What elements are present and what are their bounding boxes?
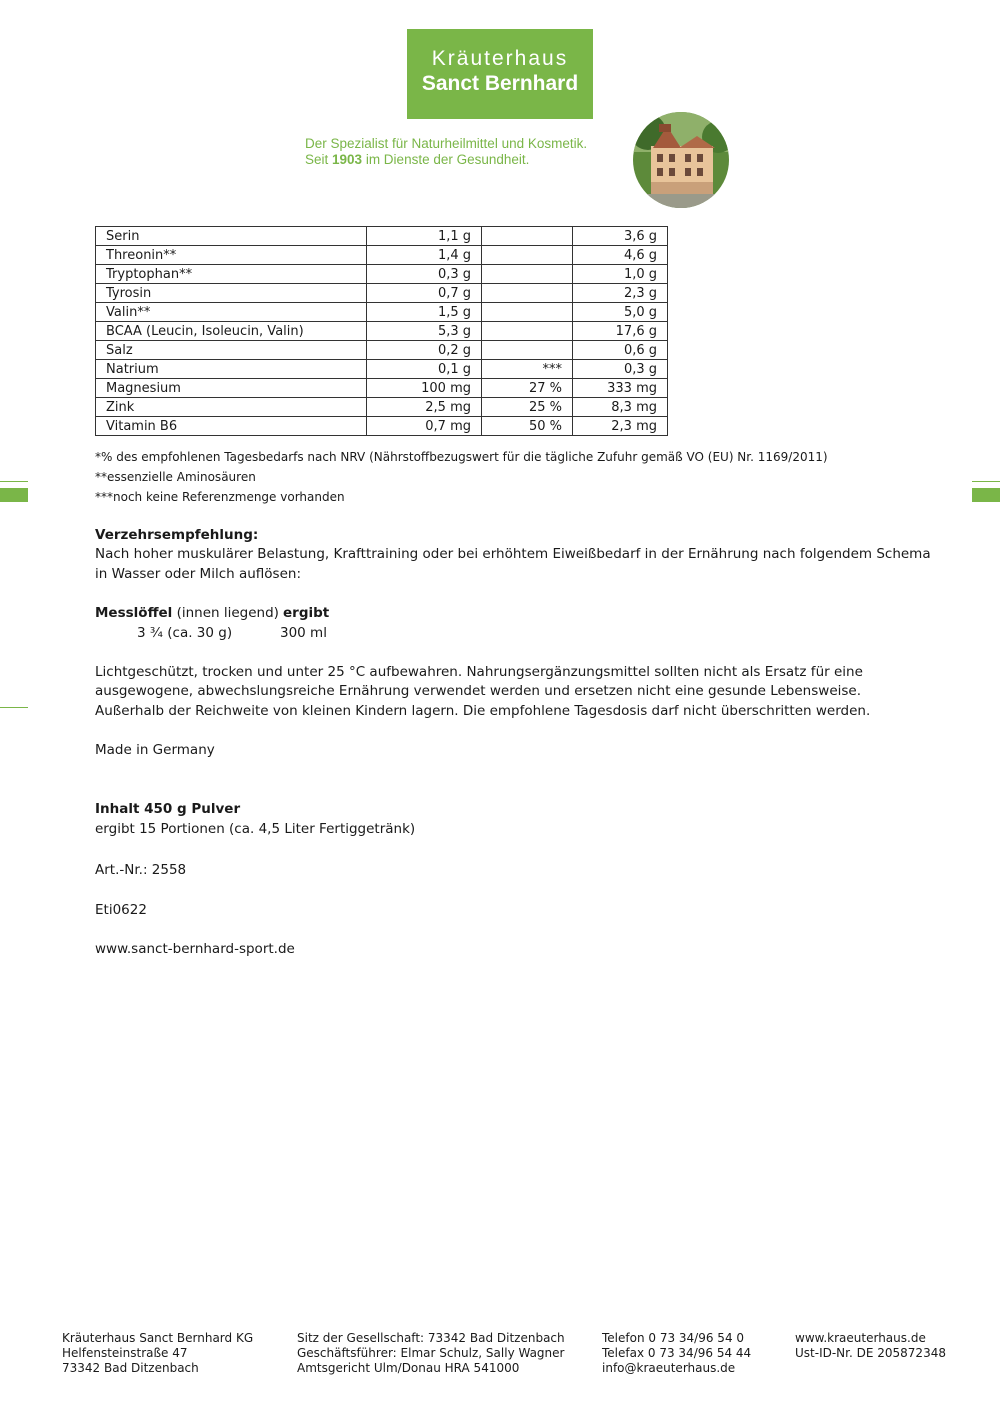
footer-legal	[297, 1331, 565, 1376]
table-cell: 1,5 g	[367, 303, 482, 322]
table-cell: 1,1 g	[367, 227, 482, 246]
table-cell: BCAA (Leucin, Isoleucin, Valin)	[96, 322, 367, 341]
table-cell: 100 mg	[367, 379, 482, 398]
table-cell: 17,6 g	[573, 322, 668, 341]
footnote-no-reference: ***noch keine Referenzmenge vorhanden	[95, 490, 345, 504]
table-cell: Threonin**	[96, 246, 367, 265]
table-row	[96, 265, 668, 284]
footer-managers: Geschäftsführer: Elmar Schulz, Sally Wagner	[297, 1346, 565, 1360]
table-cell: 3,6 g	[573, 227, 668, 246]
table-cell: 50 %	[482, 417, 573, 436]
footnote-essential: **essenzielle Aminosäuren	[95, 470, 256, 484]
table-row	[96, 341, 668, 360]
side-mark-right	[972, 488, 1000, 502]
logo-line-1: Kräuterhaus	[431, 47, 569, 70]
table-cell	[482, 303, 573, 322]
footer-email[interactable]: info@kraeuterhaus.de	[602, 1361, 736, 1375]
dosage-result-header: ergibt	[283, 605, 330, 621]
table-cell: ***	[482, 360, 573, 379]
storage-line-3: Außerhalb der Reichweite von kleinen Kindern lagern. Die empfohlene Tagesdosis darf nicht überschritten werden.	[95, 703, 871, 719]
usage-line-2: in Wasser oder Milch auflösen:	[95, 566, 302, 582]
tagline-line-1: Der Spezialist für Naturheilmittel und Kosmetik.	[305, 136, 588, 151]
table-row	[96, 417, 668, 436]
tagline-line-2: Seit 1903 im Dienste der Gesundheit.	[305, 152, 530, 167]
table-row	[96, 246, 668, 265]
eti-code: Eti0622	[95, 902, 147, 918]
table-cell: Vitamin B6	[96, 417, 367, 436]
table-cell	[482, 322, 573, 341]
footnote-nrv: *% des empfohlenen Tagesbedarfs nach NRV (Nährstoffbezugswert für die tägliche Zufuhr gemäß VO (EU) Nr. 1169/2011)	[95, 450, 828, 464]
nutrition-table	[95, 226, 668, 436]
content-portions: ergibt 15 Portionen (ca. 4,5 Liter Fertiggetränk)	[95, 821, 416, 837]
table-row	[96, 398, 668, 417]
footer-fax: Telefax 0 73 34/96 54 44	[602, 1346, 752, 1360]
footer-vat-id: Ust-ID-Nr. DE 205872348	[795, 1346, 946, 1360]
table-row	[96, 284, 668, 303]
table-cell	[482, 227, 573, 246]
table-cell: Valin**	[96, 303, 367, 322]
logo-line-2: Sanct Bernhard	[421, 72, 579, 95]
dosage-scoops: 3 ¾ (ca. 30 g)	[137, 625, 233, 641]
fold-mark-left	[0, 707, 28, 708]
footer-city: 73342 Bad Ditzenbach	[62, 1361, 199, 1375]
table-cell: Natrium	[96, 360, 367, 379]
storage-line-2: ausgewogene, abwechslungsreiche Ernährung verwendet werden und ersetzen nicht eine gesunde Lebensweise.	[95, 683, 861, 699]
footer-company	[62, 1331, 253, 1376]
table-row	[96, 322, 668, 341]
table-row	[96, 303, 668, 322]
dosage-header: Messlöffel (innen liegend)	[95, 605, 279, 621]
table-cell: 2,3 g	[573, 284, 668, 303]
table-cell	[482, 246, 573, 265]
table-cell: 5,0 g	[573, 303, 668, 322]
footer-phone: Telefon 0 73 34/96 54 0	[602, 1331, 745, 1345]
table-cell: 0,7 g	[367, 284, 482, 303]
footer-court: Amtsgericht Ulm/Donau HRA 541000	[297, 1361, 520, 1375]
footer-company-name: Kräuterhaus Sanct Bernhard KG	[62, 1331, 254, 1345]
table-cell: 5,3 g	[367, 322, 482, 341]
side-mark-left	[0, 488, 28, 502]
tagline	[305, 136, 625, 168]
building-photo	[633, 112, 729, 208]
table-cell: Tyrosin	[96, 284, 367, 303]
table-cell: 1,4 g	[367, 246, 482, 265]
table-cell: 0,3 g	[367, 265, 482, 284]
origin: Made in Germany	[95, 742, 215, 758]
footer-seat: Sitz der Gesellschaft: 73342 Bad Ditzenbach	[297, 1331, 565, 1345]
table-cell	[482, 265, 573, 284]
table-cell: 2,3 mg	[573, 417, 668, 436]
footer-website[interactable]: www.kraeuterhaus.de	[795, 1331, 926, 1345]
footer-street: Helfensteinstraße 47	[62, 1346, 188, 1360]
table-cell: 27 %	[482, 379, 573, 398]
table-cell: Salz	[96, 341, 367, 360]
table-cell: 8,3 mg	[573, 398, 668, 417]
footer-contact	[602, 1331, 751, 1376]
table-row	[96, 360, 668, 379]
table-cell: 0,2 g	[367, 341, 482, 360]
table-cell: 0,1 g	[367, 360, 482, 379]
footer-web	[795, 1331, 946, 1361]
side-line-left	[0, 481, 28, 482]
table-cell: 0,7 mg	[367, 417, 482, 436]
article-number: Art.-Nr.: 2558	[95, 862, 187, 878]
brand-logo	[407, 29, 593, 119]
table-cell: Zink	[96, 398, 367, 417]
content-title: Inhalt 450 g Pulver	[95, 801, 241, 817]
usage-line-1: Nach hoher muskulärer Belastung, Krafttraining oder bei erhöhtem Eiweißbedarf in der Ernährung nach folgendem Schema	[95, 546, 931, 562]
table-row	[96, 227, 668, 246]
table-cell: Tryptophan**	[96, 265, 367, 284]
table-cell: 25 %	[482, 398, 573, 417]
table-row	[96, 379, 668, 398]
table-cell	[482, 341, 573, 360]
table-cell: Magnesium	[96, 379, 367, 398]
dosage-volume: 300 ml	[280, 625, 327, 641]
table-cell: 1,0 g	[573, 265, 668, 284]
table-cell: 2,5 mg	[367, 398, 482, 417]
usage-heading: Verzehrsempfehlung:	[95, 527, 259, 543]
table-cell: Serin	[96, 227, 367, 246]
table-cell	[482, 284, 573, 303]
table-cell: 4,6 g	[573, 246, 668, 265]
table-cell: 333 mg	[573, 379, 668, 398]
storage-line-1: Lichtgeschützt, trocken und unter 25 °C aufbewahren. Nahrungsergänzungsmittel sollten nicht als Ersatz für eine	[95, 664, 863, 680]
table-cell: 0,3 g	[573, 360, 668, 379]
website-link[interactable]: www.sanct-bernhard-sport.de	[95, 941, 295, 957]
side-line-right	[972, 481, 1000, 482]
table-cell: 0,6 g	[573, 341, 668, 360]
